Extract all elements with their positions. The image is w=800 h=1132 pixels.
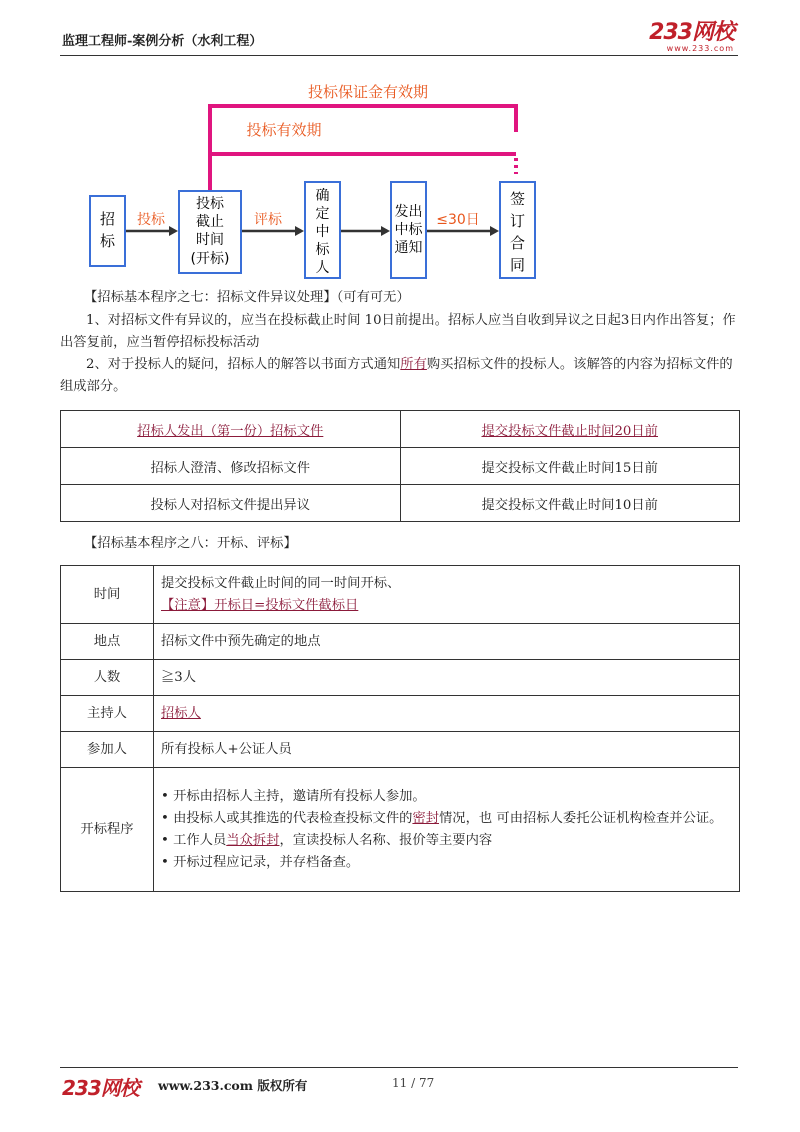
highlight-all: 所有 [400,357,427,372]
logo-url: www.233.com [666,44,734,53]
footer-copyright: www.233.com 版权所有 [158,1078,308,1093]
box-line: 定 [315,206,330,222]
page-number: 11 / 77 [392,1076,435,1090]
box-line: 投标 [196,196,224,212]
box-line: 人 [315,260,330,276]
row-label: 地点 [61,624,154,660]
section7-paragraph-2: 2、对于投标人的疑问，招标人的解答以书面方式通知所有购买招标文件的投标人。该解答的内容为招标文件的组成部分。 [60,357,733,394]
bid-bond-validity-label: 投标保证金有效期 [307,83,429,101]
table-row [61,448,740,485]
table-cell: 提交投标文件截止时间的同一时间开标、 【注意】开标日=投标文件截标日 [154,566,740,624]
list-item: • 由投标人或其推选的代表检查投标文件的密封情况，也 可由招标人委托公证机构检查并公证。 [161,810,723,826]
section7-paragraph-1: 1、对招标文件有异议的，应当在投标截止时间 10日前提出。招标人应当自收到异议之日起3日内作出答复；作出答复前，应当暂停招标投标活动 [60,313,736,350]
box-line: 招 [99,210,116,228]
section7-title: 【招标基本程序之七：招标文件异议处理】（可有可无） [84,290,410,305]
table-cell: 提交投标文件截止时间10日前 [400,485,740,522]
table-row [61,660,740,696]
row-label: 主持人 [61,696,154,732]
note-text: 【注意】开标日=投标文件截标日 [161,597,359,613]
table-cell [154,768,740,892]
list-item: • 开标由招标人主持，邀请所有投标人参加。 [161,788,426,804]
header-divider [60,55,738,56]
footer-logo: 233网校 [62,1076,139,1100]
table-cell: 招标人发出（第一份）招标文件 [61,411,401,448]
table-cell: 所有投标人+公证人员 [154,732,740,768]
bidding-flow-diagram [60,70,740,290]
table-row [61,768,740,892]
table-row [61,696,740,732]
bid-opening-table [60,565,740,892]
flow-box-bid-deadline [179,191,241,273]
box-line: 订 [509,212,526,230]
row-label: 参加人 [61,732,154,768]
row-label: 开标程序 [61,768,154,892]
box-line: 同 [509,256,526,274]
arrow-label-30-days: ≤30日 [436,212,480,228]
list-item: • 工作人员当众拆封，宣读投标人名称、报价等主要内容 [161,832,493,848]
table-row [61,732,740,768]
document-header-title: 监理工程师-案例分析（水利工程） [62,34,263,49]
flow-box-sign-contract [500,182,535,278]
deadline-table [60,410,740,522]
box-line: 签 [509,190,526,208]
flow-box-award-notice [391,182,426,278]
section8-title: 【招标基本程序之八：开标、评标】 [84,536,297,551]
box-line: 发出 [394,204,423,220]
row-label: 人数 [61,660,154,696]
logo-text: 233网校 [649,20,734,45]
validity-brackets [210,106,516,192]
box-line: 中标 [394,222,423,238]
table-row [61,485,740,522]
table-cell: 招标文件中预先确定的地点 [154,624,740,660]
arrow-label-evaluate: 评标 [254,212,282,228]
arrow-label-bid: 投标 [137,212,165,228]
table-row [61,411,740,448]
bid-validity-label: 投标有效期 [246,121,322,139]
row-label: 时间 [61,566,154,624]
box-line: 标 [99,232,116,250]
box-line: 时间 [196,232,224,248]
table-cell: 招标人 [154,696,740,732]
brand-logo [649,22,734,53]
table-row [61,624,740,660]
box-line: 通知 [394,240,423,256]
table-cell: 提交投标文件截止时间15日前 [400,448,740,485]
box-line: 标 [315,242,330,258]
table-cell: 投标人对招标文件提出异议 [61,485,401,522]
footer-divider [60,1067,738,1068]
box-line: 中 [315,224,330,240]
flow-box-tender [90,196,125,266]
box-line: 截止 [196,214,224,230]
box-line: (开标) [190,251,230,267]
table-cell: ≧3人 [154,660,740,696]
table-cell: 招标人澄清、修改招标文件 [61,448,401,485]
box-line: 确 [315,188,330,204]
flow-box-determine-winner [305,182,340,278]
table-row [61,566,740,624]
table-cell: 提交投标文件截止时间20日前 [400,411,740,448]
list-item: • 开标过程应记录，并存档备查。 [161,854,360,870]
box-line: 合 [509,234,526,252]
